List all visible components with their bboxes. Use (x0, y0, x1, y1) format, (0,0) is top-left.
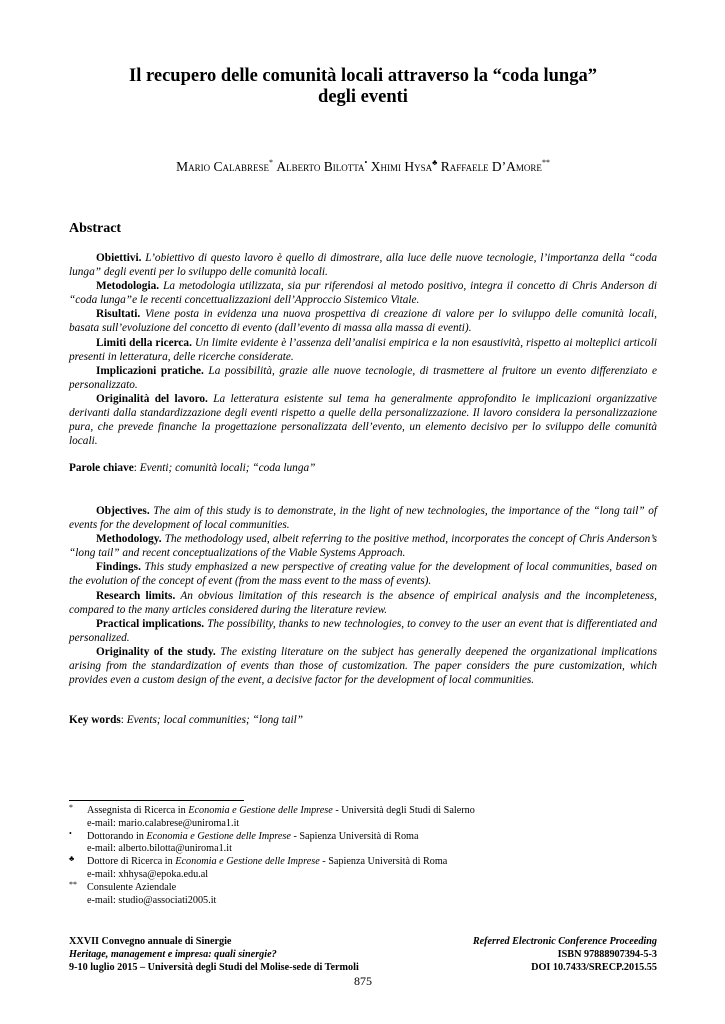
paragraph-label: Metodologia. (96, 280, 160, 293)
paragraph-text: The existing literature on the subject has generally deepened the organizational implications arising from the standardization of events than those of customization. The paper considers the pure customization, which provides even a custom design of the event, a decisive factor for the development of local communities. (69, 645, 657, 687)
keywords-label: Parole chiave (69, 462, 134, 474)
footnote (69, 856, 657, 881)
footnote-prefix: Dottorando in (87, 830, 147, 842)
footer-isbn: ISBN 97888907394-5-3 (557, 948, 657, 960)
footnote-suffix: - Sapienza Università di Roma (319, 856, 448, 868)
author-name: Mario Calabrese (176, 159, 269, 174)
footer-proceeding (473, 936, 657, 949)
paragraph-label: Methodology. (96, 533, 162, 546)
footer-conference: XXVII Convegno annuale di Sinergie (69, 936, 232, 947)
footer-left (69, 936, 359, 974)
paragraph-text: La metodologia utilizzata, sia pur riferendosi al metodo positivo, integra il concetto di Chris Anderson di “coda lunga”e le recenti concettualizzazioni dell’Approccio Sistemico Vitale. (69, 280, 657, 307)
author-list (69, 158, 657, 175)
footnote-affiliation (87, 805, 657, 818)
footnote-suffix: - Sapienza Università di Roma (290, 830, 419, 842)
paragraph-text: An obvious limitation of this research is the absence of empirical analysis and the incompleteness, compared to the many articles considered during the literature review. (69, 589, 657, 616)
paragraph-label: Implicazioni pratiche. (96, 364, 204, 377)
author-name: Xhimi Hysa (370, 159, 433, 174)
keywords-english: Key words: Events; local communities; “long tail” (69, 714, 304, 726)
footnote-field: Economia e Gestione delle Imprese (175, 856, 320, 868)
abstract-paragraph (69, 560, 657, 588)
title-line-2: degli eventi (318, 87, 408, 107)
footer-right (473, 936, 657, 974)
paragraph-text: La letteratura esistente sul tema ha generalmente approfondito le implicazioni organizzative derivanti dalla standardizzazione degli eventi rispetto a quelle della personalizzazione. Il lavoro considera la personalizzazione pura, che prevede finanche la progettazione personalizzata dell’evento, un elemento decisivo per lo sviluppo delle comunità locali. (69, 392, 657, 448)
footer-proceeding-text: Referred Electronic Conference Proceeding (472, 936, 657, 947)
footnote-rule (69, 800, 244, 801)
author-name: Alberto Bilotta (276, 159, 365, 174)
abstract-paragraph (69, 617, 657, 645)
footnote-field: Economia e Gestione delle Imprese (146, 830, 291, 842)
footnote-affiliation (87, 856, 657, 869)
paragraph-label: Risultati. (96, 308, 141, 321)
paragraph-text: Un limite evidente è l’assenza dell’analisi empirica e la non esaustività, rispetto ai molteplici articoli presenti in letteratura, delle ricerche considerate. (69, 336, 657, 363)
footnote-email: e-mail: studio@associati2005.it (87, 894, 217, 906)
paragraph-text: La possibilità, grazie alle nuove tecnologie, di trasmettere al fruitore un evento differenziato e personalizzato. (69, 364, 657, 391)
footnote-mark: * (69, 803, 73, 812)
footnote-email: e-mail: mario.calabrese@uniroma1.it (87, 817, 240, 829)
footnote-email: e-mail: xhhysa@epoka.edu.al (87, 868, 209, 880)
footer-theme (69, 949, 359, 962)
abstract-heading: Abstract (69, 221, 122, 236)
footnotes (69, 805, 657, 907)
footer-dates: 9-10 luglio 2015 – Università degli Studi del Molise-sede di Termoli (69, 961, 359, 973)
abstract-paragraph (69, 364, 657, 392)
footer-theme-text: Heritage, management e impresa: quali sinergie? (69, 948, 277, 960)
footnote-mark: ** (69, 880, 77, 890)
author-name: Raffaele D’Amore (440, 159, 542, 174)
abstract-paragraph (69, 307, 657, 335)
abstract-paragraph (69, 251, 657, 279)
paragraph-text: The possibility, thanks to new technologies, to convey to the user an event that is differentiated and personalized. (69, 617, 657, 644)
keywords-label: Key words (69, 714, 121, 726)
abstract-paragraph (69, 532, 657, 560)
footnote-mark: • (69, 828, 72, 838)
footnote-affiliation (87, 882, 657, 895)
paragraph-label: Research limits. (96, 589, 176, 602)
author-mark: ♣ (432, 158, 438, 167)
paragraph-label: Obiettivi. (96, 252, 142, 264)
abstract-paragraph (69, 589, 657, 617)
keywords-text: Eventi; comunità locali; “coda lunga” (139, 462, 316, 474)
abstract-english (69, 504, 657, 687)
page-number: 875 (354, 974, 372, 988)
footnote-prefix: Assegnista di Ricerca in (87, 805, 189, 816)
paragraph-text: The aim of this study is to demonstrate, in the light of new technologies, the importance of the “long tail” of events for the development of local communities. (69, 505, 657, 532)
author-mark: ** (541, 158, 550, 167)
paragraph-text: The methodology used, albeit referring to the positive method, incorporates the concept of Chris Anderson’s “long tail” and recent conceptualizations of the Viable Systems Approach. (69, 533, 658, 560)
author-mark: • (364, 158, 368, 167)
paragraph-label: Originalità del lavoro. (96, 392, 208, 405)
abstract-paragraph (69, 336, 657, 364)
footnote-prefix: Dottore di Ricerca in (87, 856, 176, 868)
author-mark: * (268, 158, 273, 167)
abstract-paragraph (69, 504, 657, 532)
footnote-field: Economia e Gestione delle Imprese (188, 805, 333, 816)
abstract-italian (69, 251, 657, 448)
footnote-affiliation (87, 831, 657, 844)
keywords-text: Events; local communities; “long tail” (126, 714, 304, 726)
paragraph-text: This study emphasized a new perspective of creating value for the development of local communities, based on the evolution of the concept of event (from the mass event to the mass of events). (69, 561, 657, 588)
title-line-1: Il recupero delle comunità locali attraverso la “coda lunga” (129, 66, 597, 86)
footnote-suffix: - Università degli Studi di Salerno (332, 805, 475, 816)
footnote-mark: ♣ (69, 854, 75, 864)
paragraph-label: Practical implications. (96, 617, 205, 630)
footnote (69, 882, 657, 907)
paragraph-label: Limiti della ricerca. (96, 336, 192, 349)
footnote (69, 828, 657, 856)
abstract-paragraph (69, 392, 657, 448)
footnote (69, 805, 657, 830)
paragraph-text: Viene posta in evidenza una nuova prospettiva di creazione di valore per lo sviluppo delle comunità locali, basata sull’evoluzione del concetto di evento (dall’evento di massa alla massa di eventi). (69, 308, 657, 335)
keywords-italian: Parole chiave: Eventi; comunità locali; “coda lunga” (69, 462, 316, 474)
footnote-prefix: Consulente Aziendale (87, 882, 177, 894)
footnote-email: e-mail: alberto.bilotta@uniroma1.it (87, 843, 232, 855)
abstract-paragraph (69, 279, 657, 307)
paragraph-label: Originality of the study. (96, 645, 216, 658)
paragraph-label: Findings. (96, 561, 141, 574)
paragraph-text: L’obiettivo di questo lavoro è quello di dimostrare, alla luce delle nuove tecnologie, l’importanza della “coda lunga” degli eventi per lo sviluppo delle comunità locali. (69, 252, 658, 279)
footer-doi: DOI 10.7433/SRECP.2015.55 (531, 961, 657, 973)
paper-title (69, 66, 657, 108)
paragraph-label: Objectives. (96, 505, 150, 517)
abstract-paragraph (69, 645, 657, 687)
